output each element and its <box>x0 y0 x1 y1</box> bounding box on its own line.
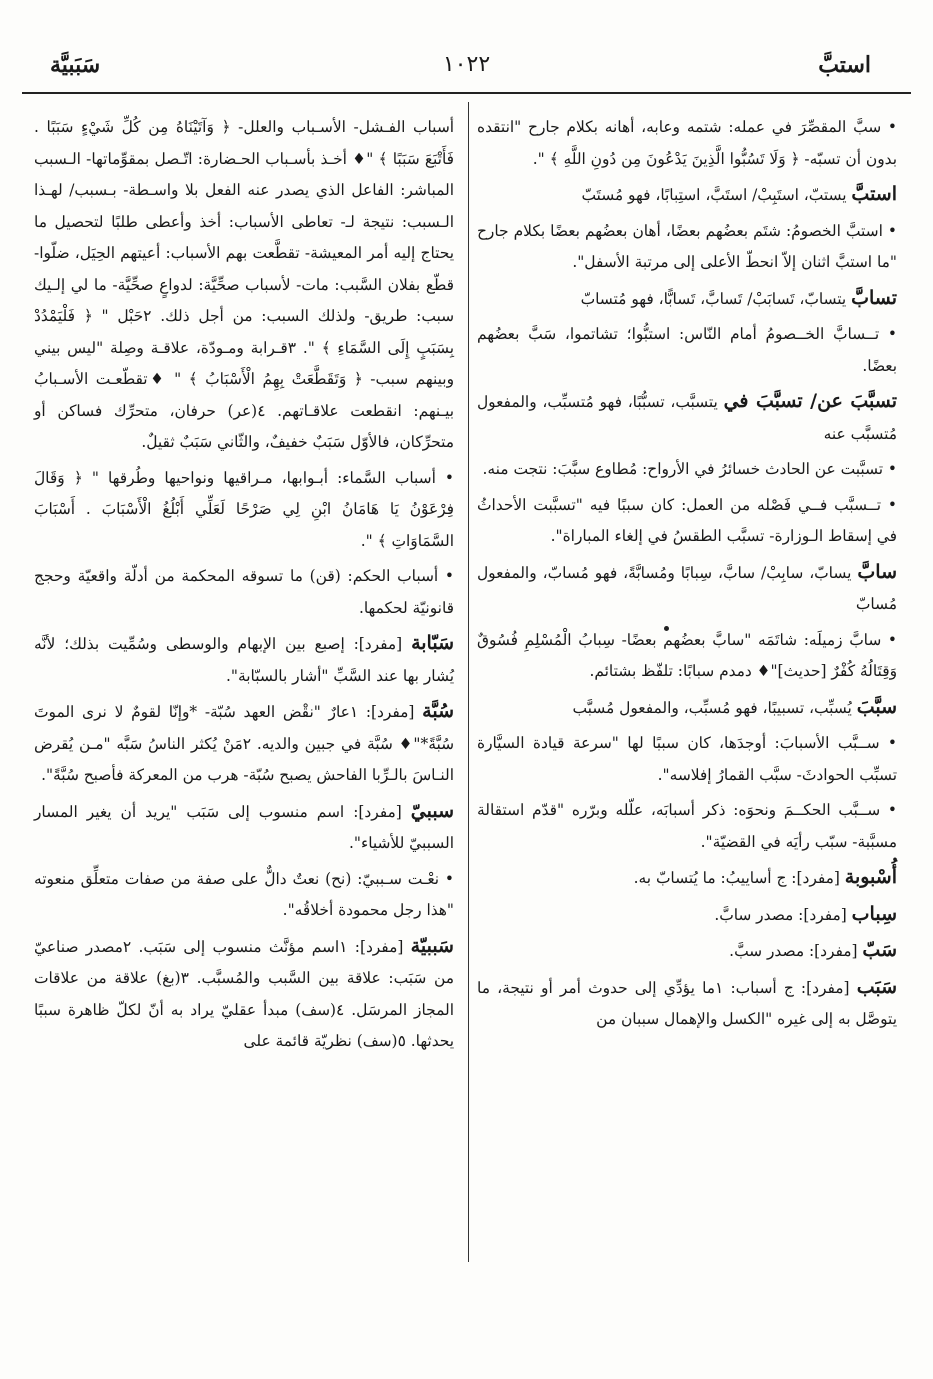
entry <box>34 628 454 692</box>
entry-text: • تــسابَّ الخــصومُ أمام النّاس: استبُّوا؛ تشاتموا، سَبَّ بعضُهم بعضًا. <box>477 325 897 375</box>
entry-body: يُسبِّب، تسبيبًا، فهو مُسبِّب، والمفعول مُسبَّب <box>572 698 857 717</box>
entry-text: • أسباب الحكم: (قن) ما تسوقه المحكمة من أدلّة واقعيّة وحجج قانونيّة لحكمها. <box>34 567 454 617</box>
entry-text: • ســبَّب الحكــمَ ونحوَه: ذكر أسبابَه، علّله وبرّره "قدّم استقالة مسبَّبة- سبّب رأيَه في القضيّة". <box>477 801 897 851</box>
entry <box>477 557 897 621</box>
stray-dot <box>664 626 669 631</box>
entry <box>477 692 897 725</box>
guide-word-right: استبَّ <box>818 52 871 78</box>
entry-body: يستبّ، استَبِبْ/ استَبَّ، استِبابًا، فهو مُستَبّ <box>581 186 852 204</box>
guide-word-left: سَبَبيَّة <box>50 52 101 78</box>
entry-text: • سبَّ المقصِّرَ في عمله: شتمه وعابه، أهانه بكلام جارح "انتقده بدون أن تسبّه- ﴿ وَلَا تَسُبُّوا الَّذِينَ يَدْعُونَ مِن دُونِ اللَّهِ ﴾ ". <box>477 118 897 168</box>
entry <box>477 899 897 932</box>
headword: سابَّ <box>857 560 897 583</box>
headword: سَبَب <box>856 975 897 998</box>
entry <box>477 179 897 212</box>
entry <box>34 796 454 860</box>
entry-text: • استبَّ الخصومُ: شتَم بعضُهم بعضًا، أهان بعضُهم بعضًا بكلام جارح "ما استبَّ اثنان إلاّ انحطّ الأعلى إلى مرتبة الأسفل". <box>477 221 897 271</box>
entry-text: • أسباب السَّماء: أبـوابها، مـراقيها ونواحيها وطُرقها " ﴿ وَقَالَ فِرْعَوْنُ يَا هَامَانُ ابْنِ لِي صَرْحًا لَعَلِّي أَبْلُغُ الْأَسْبَابَ . أَسْبَابَ السَّمَاوَاتِ ﴾ ". <box>34 468 454 550</box>
entry-body: [مفرد]: مصدر سابَّ. <box>714 905 852 924</box>
headword: سَبّ <box>862 939 897 961</box>
entry-body: [مفرد]: ج أساييبُ: ما يُتسابّ به. <box>633 869 845 887</box>
entry-body: [مفرد]: ١اسم مؤنَّث منسوب إلى سَبَب. ٢مصدر صناعيّ من سَبَب: علاقة بين السَّبب والمُسبَّب. ٣(بغ) علاقة من علاقات المجاز المرسَل. ٤(سف) مبدأ عقليّ يراد به أنّ لكلّ ظاهرة سببًا يحدثها. ٥(سف) نظريّة قائمة على <box>34 937 454 1050</box>
entry-body: [مفرد]: اسم منسوب إلى سَبَب "يريد أن يغير المسار السببيّ للأشياء". <box>34 802 454 852</box>
entry-body: يتسبَّب، تسبُّبًا، فهو مُتسبِّب، والمفعول مُتسبَّب عنه <box>477 393 897 443</box>
column-divider <box>468 102 469 1262</box>
headword: سَببيّة <box>410 934 454 957</box>
headword: سَبّابة <box>411 632 454 654</box>
entry-body: [مفرد]: ج أسباب: ١ما يؤدِّي إلى حدوث أمر أو نتيجة، ما يتوصَّل به إلى غيره "الكسل والإهمال سببان من <box>477 978 897 1028</box>
right-column <box>477 112 897 1040</box>
entry-text: • سابَّ زميلَه: شاتَمَه "سابَّ بعضُهم بعضًا- سِبابُ الْمُسْلِمِ فُسُوقٌ وَقِتَالُهُ كُفْرٌ [حديث]"♦ دمدم سبابًا: تلفّظ بشتائم. <box>477 630 897 680</box>
headword: سِباب <box>851 902 897 925</box>
left-column <box>34 112 454 1062</box>
headword: سببيّ <box>410 799 454 822</box>
entry <box>34 931 454 1058</box>
headword: سبَّبَ <box>856 695 897 718</box>
entry-body: يتسابّ، تَسابَبْ/ تَسابَّ، تَسابًّا، فهو مُتسابّ <box>580 289 852 308</box>
headword: تسبَّبَ عن/ تسبَّبَ في <box>723 390 897 412</box>
entry-body: [مفرد]: مصدر سبَّ. <box>729 942 863 960</box>
entry-text: • تــسبَّب فــي فَصْله من العمل: كان سببًا فيه "تسبَّبت الأحداثُ في إسقاط الـوزارة- تسبَّب الطقسُ في إلغاء المباراة". <box>477 495 897 545</box>
entry-text: • تسبَّبت عن الحادث خسائرُ في الأرواح: مُطاوع سبَّبَ: نتجت منه. <box>482 460 897 478</box>
entry-text: • ســبَّب الأسبابَ: أوجدَها، كان سببًا لها "سرعة قيادة السيَّارة تسبِّب الحوادثَ- سبَّب القمارُ إفلاسه". <box>477 734 897 784</box>
entry <box>34 696 454 792</box>
entry-text: أسباب الفـشل- الأسـباب والعلل- ﴿ وَآتَيْنَاهُ مِن كُلِّ شَيْءٍ سَبَبًا . فَأَتْبَعَ سَبَبًا ﴾ "♦ أخـذ بأسـباب الحـضارة: اتّـصل بمقوِّماتها- الـسبب المباشر: الفاعل الذي يصدر عنه الفعل بلا واسـطة- بـسبب/ لهـذا الـسبب: نتيجة لـ- تعاطى الأسباب: أخذ وأعطى طلبًا لتحصيل ما يحتاج إليه أمر المعيشة- تقطَّعت بهم الأسباب: أعيتهم الحِيَل، ضلّوا- قطّع بفلان السَّبب: مات- لأسباب صحِّيَّة: لدواعٍ صحِّيَّة- ما لي إلـيك سبب: طريق- ولذلك السبب: من أجل ذلك. ٢حَبْل " ﴿ فَلْيَمْدُدْ بِسَبَبٍ إِلَى السَّمَاءِ ﴾ ". ٣قـرابة ومـودّة، علاقـة وصِلة "ليس بيني وبينهم سبب- ﴿ وَتَقَطَّعَتْ بِهِمُ الْأَسْبَابُ ﴾ " ♦تقطّعـت الأسـبابُ بيـنهم: انقطعت علاقـاتهم. ٤(عر) حرفان، متحرِّك فساكن أو متحرِّكان، فالأوّل سَبَبٌ خفيفٌ، والثّاني سَبَبٌ ثقيلٌ. <box>34 118 454 451</box>
entry-text: • نعْـت سـببيّ: (نح) نعتٌ دالٌّ على صفة من صفات متعلِّق منعوته "هذا رجل محمودة أخلاقُه". <box>34 869 454 919</box>
entry <box>477 935 897 968</box>
entry <box>477 386 897 450</box>
entry-body: يسابّ، سابِبْ/ سابَّ، سِبابًا ومُسابَّةً، فهو مُسابّ، والمفعول مُسابّ <box>477 563 897 613</box>
headword: استبَّ <box>851 183 897 205</box>
page-number: ١٠٢٢ <box>442 52 491 77</box>
entry-body: [مفرد]: ١عارٌ "نقْض العهد سُبّة- *وإنّا لقومٌ لا نرى الموتَ سُبَّةً*"♦ سُبَّة في جبين والديه. ٢مَنْ يُكثر الناسُ سَبَّه "مـن يُقرض النـاسَ بالـرِّبا الفاحش يصبح سُبّة- هرب من المعركة فأصبح سُبَّةً". <box>34 703 454 784</box>
headword: أُسْبوبة <box>844 866 897 888</box>
headword: تسابَّ <box>851 286 897 309</box>
headword: سُبَّة <box>422 700 454 722</box>
page-header <box>22 52 911 94</box>
entry-body: [مفرد]: إصبع بين الإبهام والوسطى وسُمِّيت بذلك؛ لأنَّه يُشار بها عند السَّبِّ "أشار بالسبّابة". <box>34 635 454 685</box>
entry <box>477 972 897 1036</box>
entry <box>477 862 897 895</box>
entry <box>477 283 897 316</box>
